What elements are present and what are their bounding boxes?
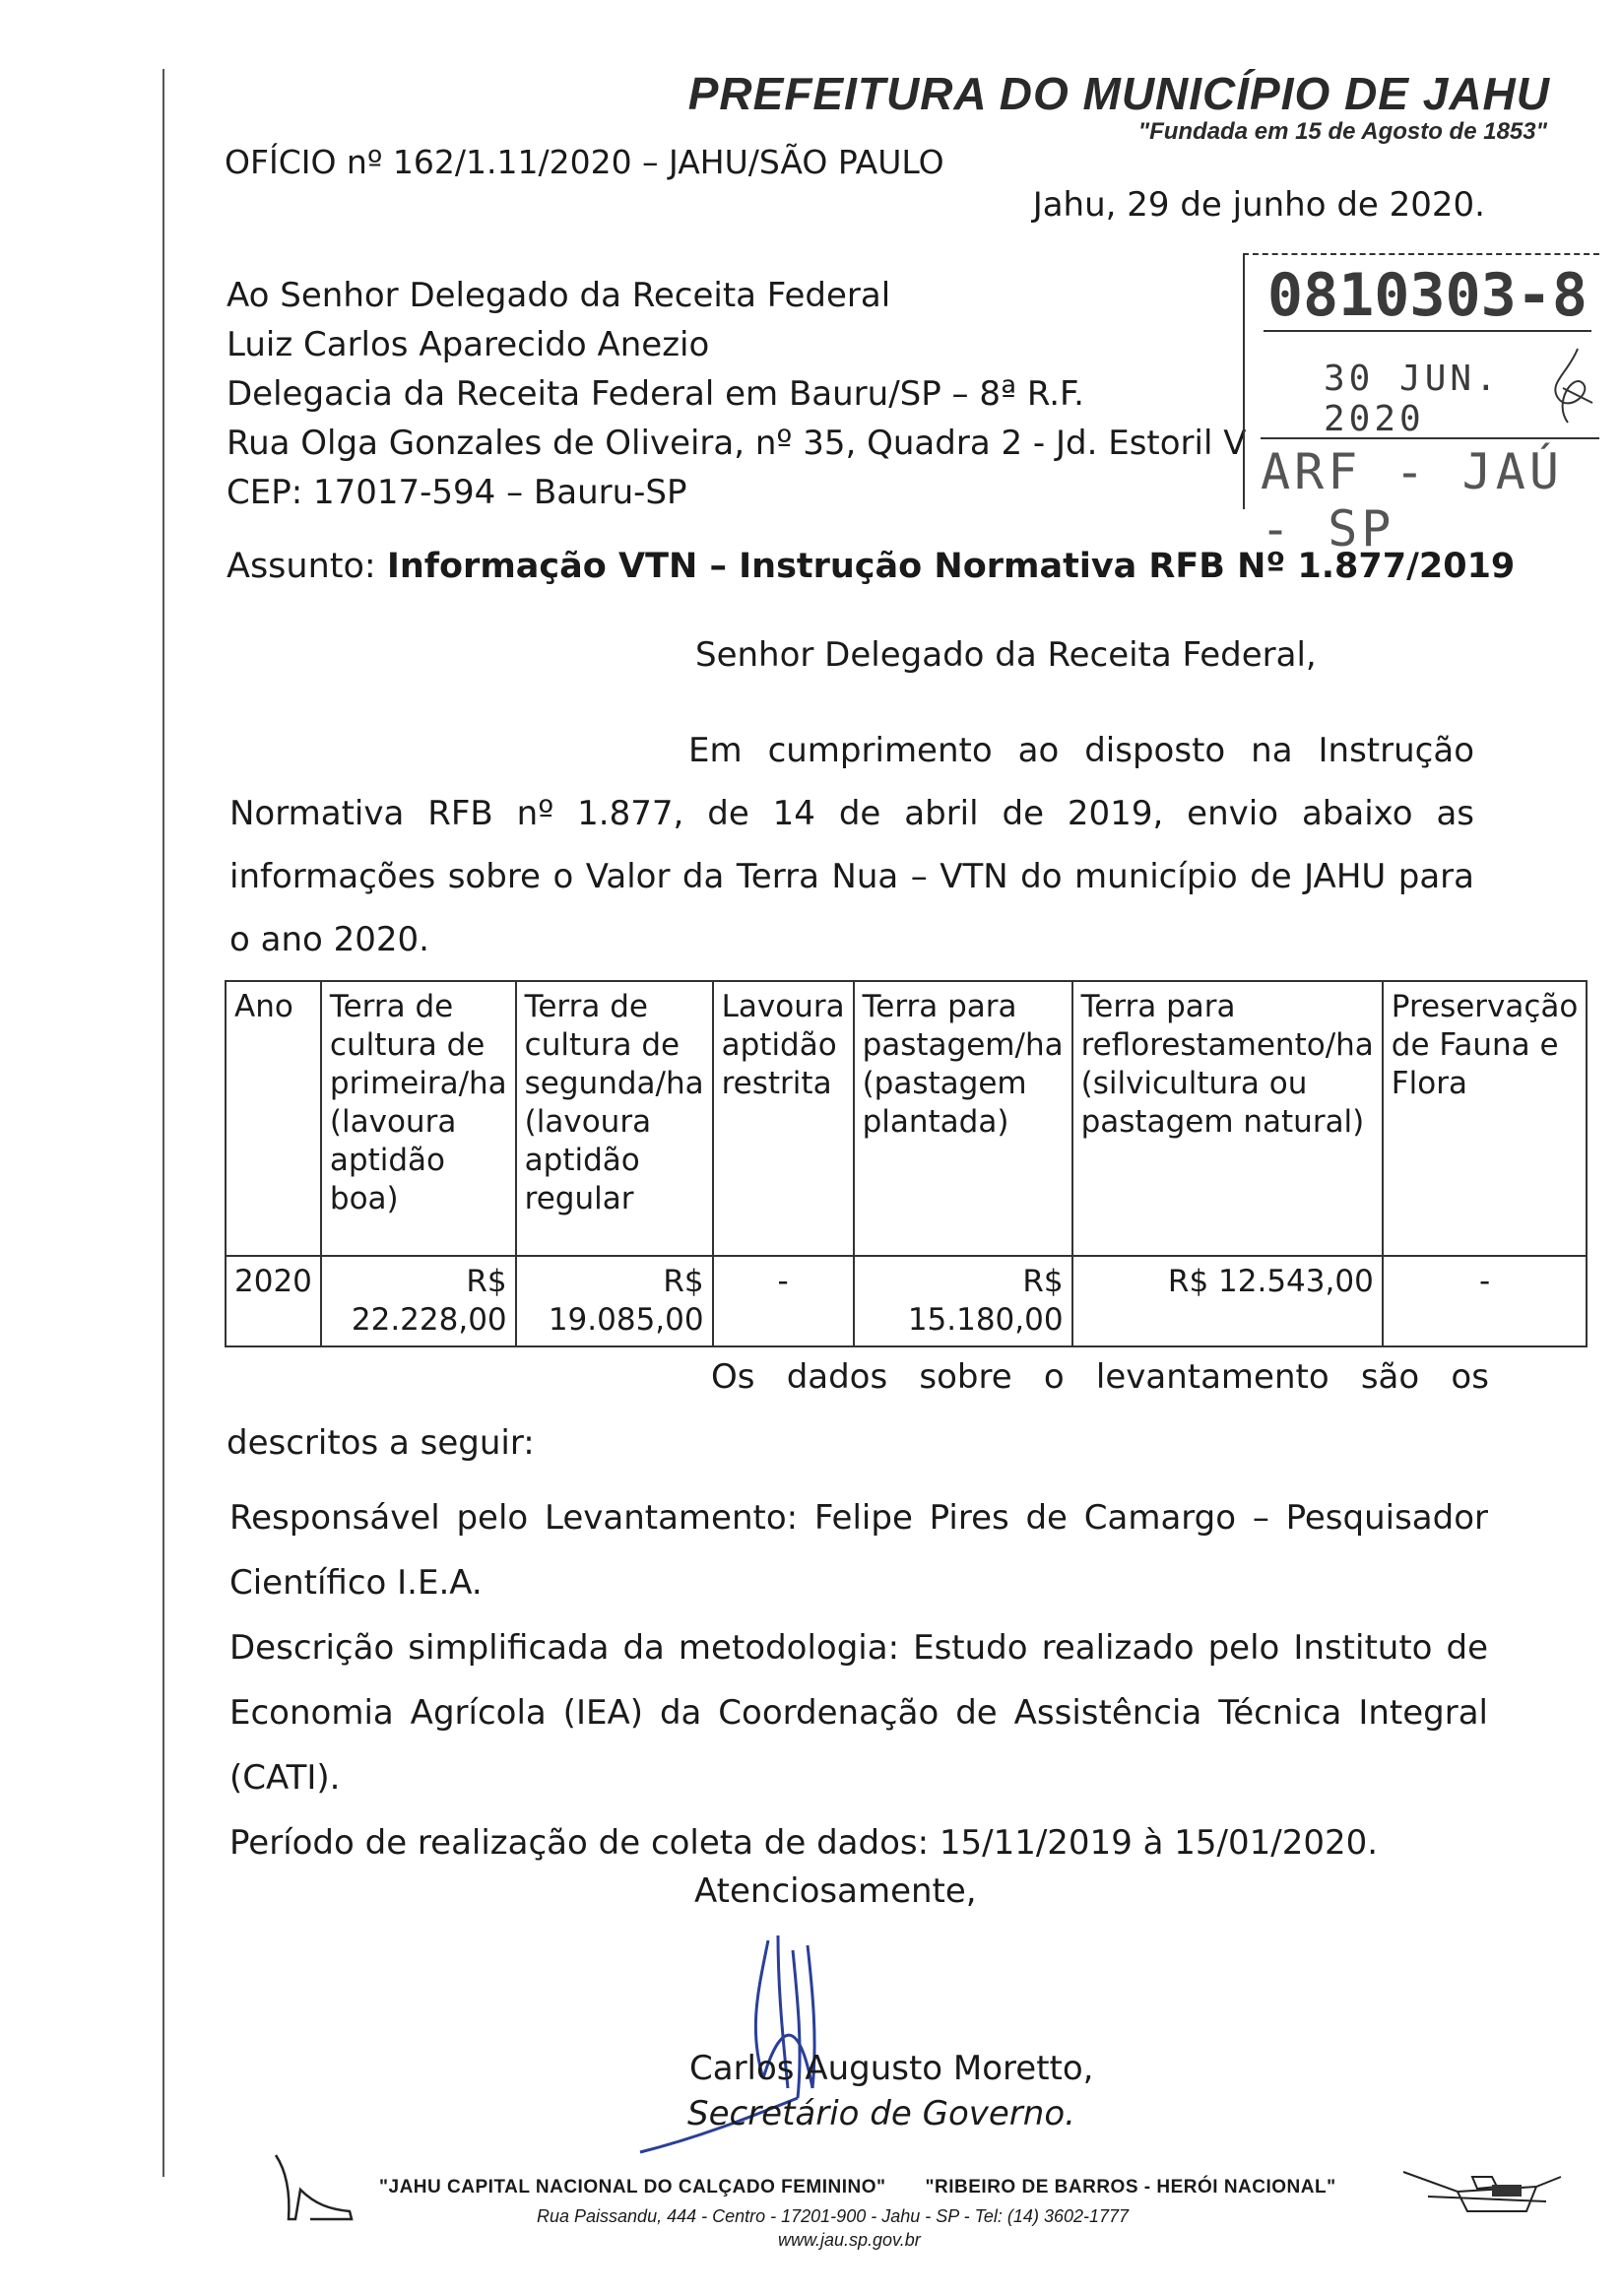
oficio-number: OFÍCIO nº 162/1.11/2020 – JAHU/SÃO PAULO xyxy=(225,143,944,181)
word: dados xyxy=(786,1357,888,1397)
signer-name: Carlos Augusto Moretto, xyxy=(689,2049,1094,2088)
table-cell: R$ 15.180,00 xyxy=(854,1256,1072,1346)
survey-responsible: Responsável pelo Levantamento: Felipe Pires de Camargo – Pesquisador Científico I.E.A. xyxy=(229,1498,1488,1603)
stamp-office: ARF - JAÚ - SP xyxy=(1261,437,1599,558)
table-header: Terra para reflorestamento/ha (silvicultura ou pastagem natural) xyxy=(1072,981,1383,1256)
subject-label: Assunto: xyxy=(227,547,387,586)
vtn-table xyxy=(225,980,1588,1347)
table-cell: R$ 19.085,00 xyxy=(516,1256,713,1346)
footer-slogan-hero: "RIBEIRO DE BARROS - HERÓI NACIONAL" xyxy=(925,2177,1336,2198)
stamp-date: 30 JUN. 2020 xyxy=(1324,359,1501,439)
address-line: Ao Senhor Delegado da Receita Federal xyxy=(227,276,891,315)
letter-date: Jahu, 29 de junho de 2020. xyxy=(1032,185,1485,225)
table-cell: - xyxy=(1383,1256,1588,1346)
word: sobre xyxy=(919,1357,1012,1397)
initials-scribble-icon xyxy=(1538,344,1597,432)
table-cell: - xyxy=(713,1256,854,1346)
survey-methodology: Descrição simplificada da metodologia: Estudo realizado pelo Instituto de Economia Agrícola (IEA) da Coordenação de Assistência Técnica Integral (CATI). xyxy=(229,1628,1488,1798)
address-line: Delegacia da Receita Federal em Bauru/SP – 8ª R.F. xyxy=(227,374,1084,414)
table-header: Terra para pastagem/ha (pastagem plantada) xyxy=(854,981,1072,1256)
stamp-protocol-number: 0810303-8 xyxy=(1264,261,1591,332)
recipient-address xyxy=(227,271,1246,517)
table-header: Terra de cultura de primeira/ha (lavoura aptidão boa) xyxy=(321,981,516,1256)
table-header: Terra de cultura de segunda/ha (lavoura aptidão regular xyxy=(516,981,713,1256)
table-row xyxy=(226,1256,1587,1346)
table-header: Ano xyxy=(226,981,321,1256)
closing: Atenciosamente, xyxy=(694,1871,977,1911)
intro-paragraph xyxy=(229,719,1474,971)
table-cell: R$ 22.228,00 xyxy=(321,1256,516,1346)
table-cell-year: 2020 xyxy=(226,1256,321,1346)
greeting: Senhor Delegado da Receita Federal, xyxy=(695,635,1317,675)
footer-website: www.jau.sp.gov.br xyxy=(778,2230,921,2250)
intro-paragraph-text: Em cumprimento ao disposto na Instrução Normativa RFB nº 1.877, de 14 de abril de 2019, envio abaixo as informações sobre o Valor da Terra Nua – VTN do município de JAHU para o ano 2020. xyxy=(229,731,1474,959)
table-header: Lavoura aptidão restrita xyxy=(713,981,854,1256)
survey-intro-continuation: descritos a seguir: xyxy=(227,1423,535,1463)
left-margin-rule xyxy=(162,69,164,2177)
survey-intro-line xyxy=(711,1357,1489,1397)
subject-line xyxy=(227,547,1515,586)
word: Os xyxy=(711,1357,755,1397)
survey-period: Período de realização de coleta de dados: 15/11/2019 à 15/01/2020. xyxy=(229,1823,1379,1863)
footer-address: Rua Paissandu, 444 - Centro - 17201-900 - Jahu - SP - Tel: (14) 3602-1777 xyxy=(537,2206,1130,2226)
table-cell: R$ 12.543,00 xyxy=(1072,1256,1383,1346)
word: são xyxy=(1360,1357,1420,1397)
address-line: Luiz Carlos Aparecido Anezio xyxy=(227,325,710,364)
subject-text: Informação VTN – Instrução Normativa RFB Nº 1.877/2019 xyxy=(386,547,1516,586)
letterhead-motto: "Fundada em 15 de Agosto de 1853" xyxy=(1137,118,1547,145)
letterhead-title: PREFEITURA DO MUNICÍPIO DE JAHU xyxy=(687,68,1550,119)
address-line: CEP: 17017-594 – Bauru-SP xyxy=(227,473,687,512)
table-header: Preservação de Fauna e Flora xyxy=(1383,981,1588,1256)
table-header-row xyxy=(226,981,1587,1256)
high-heel-shoe-icon xyxy=(271,2150,355,2224)
word: levantamento xyxy=(1095,1357,1329,1397)
footer-slogans xyxy=(379,2177,1336,2198)
address-line: Rua Olga Gonzales de Oliveira, nº 35, Quadra 2 - Jd. Estoril V xyxy=(227,424,1247,463)
protocol-stamp xyxy=(1243,253,1599,558)
seaplane-icon xyxy=(1398,2157,1566,2226)
footer-slogan-shoes: "JAHU CAPITAL NACIONAL DO CALÇADO FEMININO" xyxy=(379,2177,886,2198)
signer-title: Secretário de Governo. xyxy=(687,2094,1075,2133)
word: o xyxy=(1043,1357,1065,1397)
word: os xyxy=(1451,1357,1489,1397)
